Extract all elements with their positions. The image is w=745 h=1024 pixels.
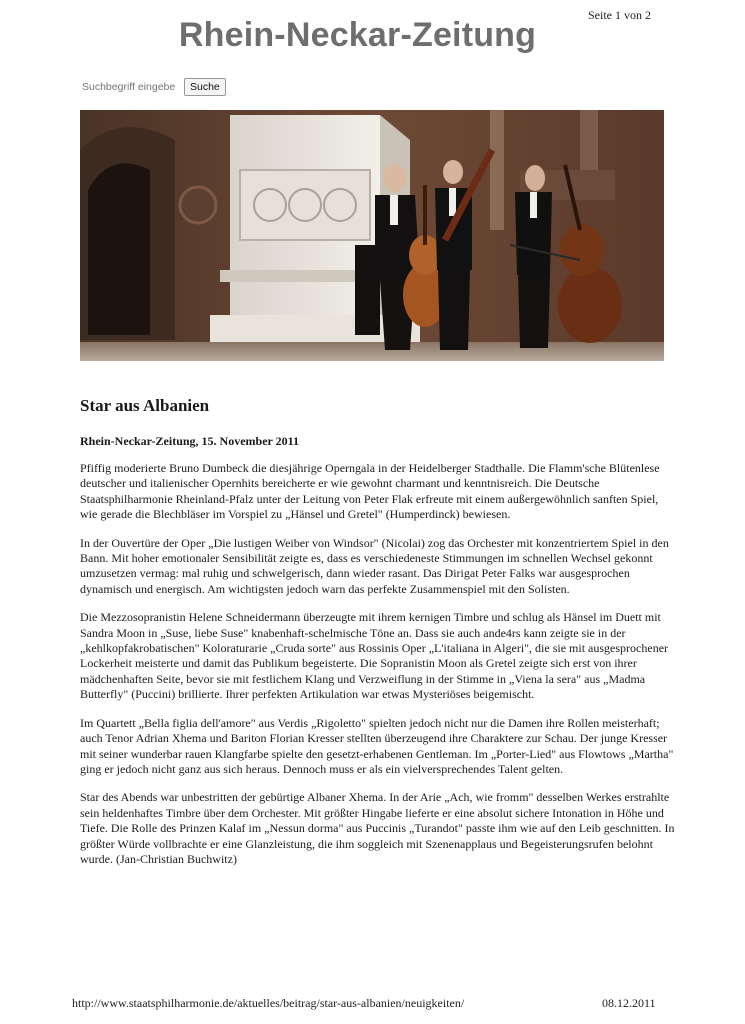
article-paragraph: Pfiffig moderierte Bruno Dumbeck die diesjährige Operngala in der Heidelberger Stadthalle. Die Flamm'sche Blütenlese deutscher und italienischer Opernhits bereicherte er wie gewohnt charmant und kenntnisreich. Die Deutsche Staatsphilharmonie Rheinland-Pfalz unter der Leitung von Peter Flak erfreute mit einem außergewöhnlich sanften Spiel, wie gerade die Blechbläser im Vorspiel zu „Hänsel und Gretel" (Humperdinck) bewiesen.: [80, 461, 660, 522]
page-number: Seite 1 von 2: [588, 8, 651, 22]
article-photo: [80, 110, 664, 361]
footer-url: http://www.staatsphilharmonie.de/aktuelles/beitrag/star-aus-albanien/neuigkeiten/: [72, 996, 465, 1010]
article-body: [80, 461, 675, 880]
search-button[interactable]: Suche: [184, 78, 226, 96]
article-dateline: Rhein-Neckar-Zeitung, 15. November 2011: [80, 434, 299, 448]
article-headline: Star aus Albanien: [80, 396, 210, 415]
musicians-photo: [80, 110, 664, 361]
article-paragraph: In der Ouvertüre der Oper „Die lustigen Weiber von Windsor" (Nicolai) zog das Orchester mit konzentriertem Spiel in den Bann. Mit hoher emotionaler Sensibilität zeigte es, dass es verschiedeneste Stimmungen im schnellen Wechsel gekonnt umzusetzen vermag: mal ruhig und schwelgerisch, dann wieder rasant. Das Dirigat Peter Falks war ausgesprochen dynamisch und energisch. Am wichtigsten jedoch warn das perfekte Zusammenspiel mit den Solisten.: [80, 535, 669, 596]
search-bar: [82, 78, 226, 96]
footer-date: 08.12.2011: [602, 996, 656, 1010]
article-paragraph: Im Quartett „Bella figlia dell'amore" aus Verdis „Rigoletto" spielten jedoch nicht nur die Damen ihre Rollen meisterhaft; auch Tenor Adrian Xhema und Bariton Florian Kresser stellten überzeugend ihre Charaktere zur Schau. Der junge Kresser mit seiner wunderbar rauen Klangfarbe spielte den gesetzt-erhabenen Gentleman. Im „Porter-Lied" aus Flowtows „Martha" ging er jedoch nicht ganz aus sich heraus. Dennoch muss er als ein vielversprechendes Talent gelten.: [80, 715, 674, 776]
search-input[interactable]: [82, 81, 184, 93]
newspaper-masthead: Rhein-Neckar-Zeitung: [178, 16, 537, 54]
article-paragraph: Star des Abends war unbestritten der gebürtige Albaner Xhema. In der Arie „Ach, wie fromm" desselben Werkes erstrahlte sein heldenhaftes Timbre über dem Orchester. Mit größter Hingabe lieferte er eine absolut sichere Intonation in Höhe und Tiefe. Die Rolle des Prinzen Kalaf im „Nessun dorma" aus Puccinis „Turandot" passte ihm wie auf den Leib geschnitten. In größter Würde vollbrachte er eine Glanzleistung, die ihm soggleich mit Szenenapplaus und Begeisterungsrufen belohnt wurde. (Jan-Christian Buchwitz): [80, 790, 675, 866]
article-paragraph: Die Mezzosopranistin Helene Schneidermann überzeugte mit ihrem kernigen Timbre und schlug als Hänsel im Duett mit Sandra Moon in „Suse, liebe Suse" knabenhaft-schelmische Töne an. Dass sie auch ande4rs kann zeigte sie in der „kehlkopfakrobatischen" Koloraturarie „Cruda sorte" aus Rossinis Oper „L'italiana in Algeri", die sie mit ausgesprochener Lockerheit meisterte und damit das Publikum begeisterte. Die Sopranistin Moon als Gretel zeigte sich erst von ihrer mädchenhaften Seite, bevor sie mit festlichem Klang und Verzweiflung in der Stimme in „Viena la sera" aus „Madma Butterfly" (Puccini) brillierte. Ihrer perfekten Artikulation war etwas Mysteriöses beigemischt.: [80, 610, 669, 702]
